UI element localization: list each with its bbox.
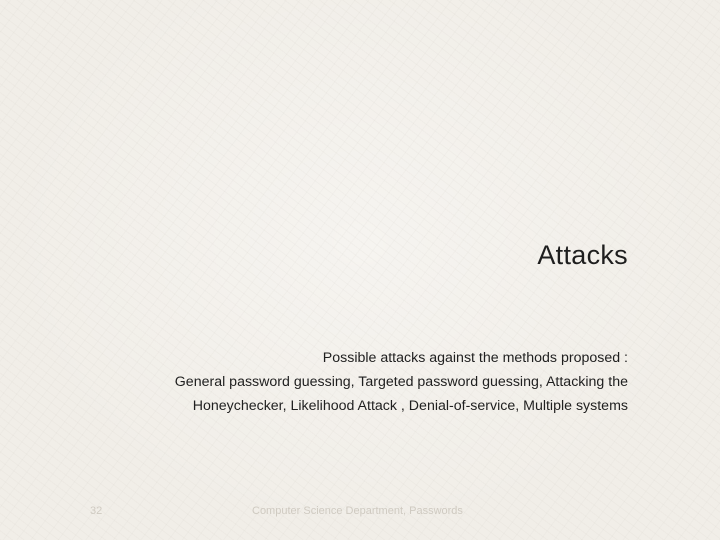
body-line-attacks-2: Honeychecker, Likelihood Attack , Denial-of-service, Multiple systems — [192, 398, 628, 414]
slide-title: Attacks — [537, 240, 628, 270]
slide-body — [68, 346, 628, 418]
body-line-attacks-1: General password guessing, Targeted password guessing, Attacking the — [174, 374, 628, 390]
body-line-intro: Possible attacks against the methods proposed : — [322, 350, 628, 366]
slide-page-number: 32 — [90, 505, 103, 517]
slide-footer-text: Computer Science Department, Passwords — [252, 505, 463, 517]
